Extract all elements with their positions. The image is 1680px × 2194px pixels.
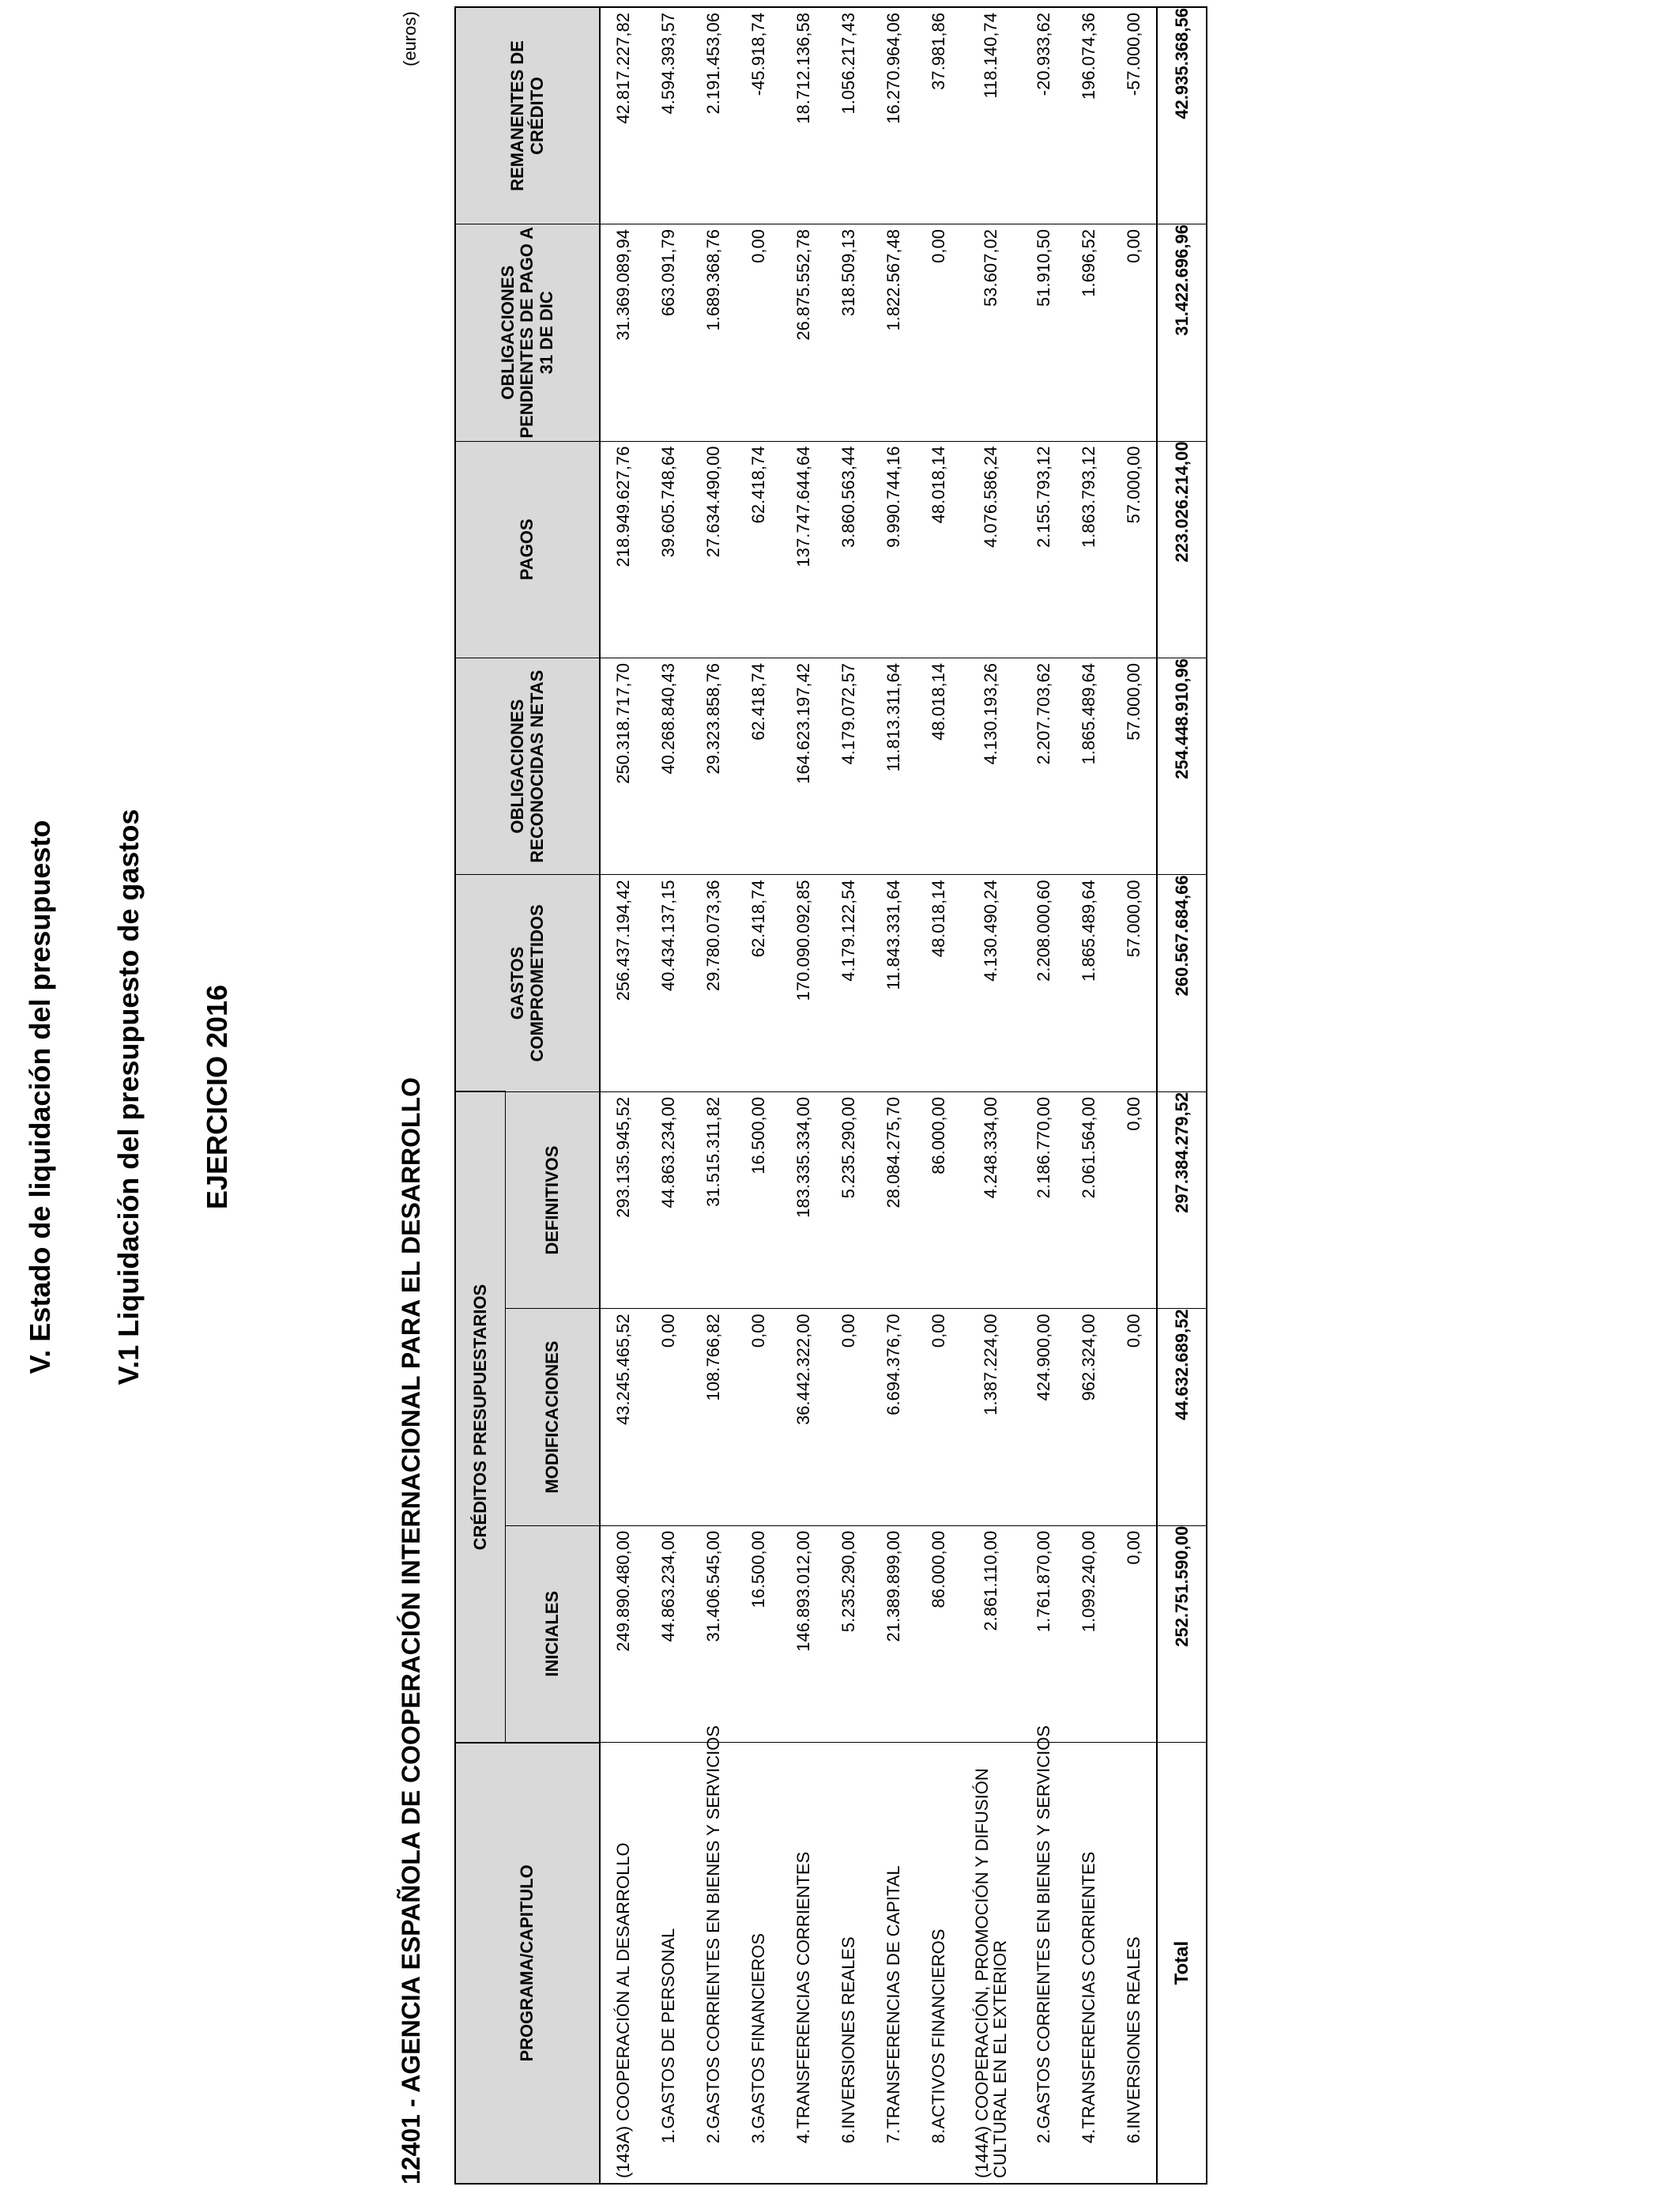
- cell-remanentes: -20.933,62: [1021, 7, 1066, 224]
- total-label: Total: [1157, 1743, 1207, 2184]
- cell-modificaciones: 424.900,00: [1021, 1309, 1066, 1525]
- cell-gastos: 11.843.331,64: [871, 875, 916, 1091]
- table-row: [736, 7, 781, 2184]
- cell-gastos: 4.179.122,54: [826, 875, 871, 1091]
- cell-gastos: 40.434.137,15: [646, 875, 691, 1091]
- cell-obligaciones: 250.318.717,70: [600, 658, 646, 874]
- cell-iniciales: 21.389.899,00: [871, 1525, 916, 1742]
- cell-modificaciones: 36.442.322,00: [781, 1309, 826, 1525]
- cell-gastos: 256.437.194,42: [600, 875, 646, 1091]
- header-gastos-comprometidos: GASTOS COMPROMETIDOS: [455, 875, 600, 1091]
- cell-modificaciones: 0,00: [916, 1309, 961, 1525]
- total-obligaciones: 254.448.910,96: [1157, 658, 1207, 874]
- row-label: 4.TRANSFERENCIAS CORRIENTES: [1066, 1743, 1111, 2184]
- cell-modificaciones: 1.387.224,00: [961, 1309, 1021, 1525]
- cell-remanentes: 37.981,86: [916, 7, 961, 224]
- cell-iniciales: 86.000,00: [916, 1525, 961, 1742]
- row-label: 4.TRANSFERENCIAS CORRIENTES: [781, 1743, 826, 2184]
- cell-remanentes: 42.817.227,82: [600, 7, 646, 224]
- header-remanentes: REMANENTES DE CRÉDITO: [455, 7, 600, 224]
- total-iniciales: 252.751.590,00: [1157, 1525, 1207, 1742]
- table-row: [646, 7, 691, 2184]
- total-remanentes: 42.935.368,56: [1157, 7, 1207, 224]
- header-programa: PROGRAMA/CAPITULO: [455, 1743, 600, 2184]
- total-modificaciones: 44.632.689,52: [1157, 1309, 1207, 1525]
- row-label: 8.ACTIVOS FINANCIEROS: [916, 1743, 961, 2184]
- row-label: 7.TRANSFERENCIAS DE CAPITAL: [871, 1743, 916, 2184]
- cell-modificaciones: 0,00: [736, 1309, 781, 1525]
- cell-iniciales: 1.761.870,00: [1021, 1525, 1066, 1742]
- cell-modificaciones: 6.694.376,70: [871, 1309, 916, 1525]
- cell-remanentes: 18.712.136,58: [781, 7, 826, 224]
- cell-remanentes: -57.000,00: [1111, 7, 1157, 224]
- total-gastos: 260.567.684,66: [1157, 875, 1207, 1091]
- cell-pagos: 27.634.490,00: [691, 441, 736, 658]
- cell-obligaciones: 62.418,74: [736, 658, 781, 874]
- cell-obligaciones: 11.813.311,64: [871, 658, 916, 874]
- cell-definitivos: 2.061.564,00: [1066, 1091, 1111, 1308]
- header-obligaciones-reconocidas: OBLIGACIONES RECONOCIDAS NETAS: [455, 658, 600, 874]
- cell-remanentes: 16.270.964,06: [871, 7, 916, 224]
- cell-iniciales: 1.099.240,00: [1066, 1525, 1111, 1742]
- row-label: (143A) COOPERACIÓN AL DESARROLLO: [600, 1743, 646, 2184]
- table-row: [1111, 7, 1157, 2184]
- cell-pendientes: 1.689.368,76: [691, 224, 736, 441]
- cell-iniciales: 2.861.110,00: [961, 1525, 1021, 1742]
- cell-pendientes: 0,00: [736, 224, 781, 441]
- cell-pagos: 1.863.793,12: [1066, 441, 1111, 658]
- cell-obligaciones: 40.268.840,43: [646, 658, 691, 874]
- cell-pagos: 39.605.748,64: [646, 441, 691, 658]
- currency-unit: (euros): [400, 11, 420, 66]
- cell-pagos: 218.949.627,76: [600, 441, 646, 658]
- row-label: (144A) COOPERACIÓN, PROMOCIÓN Y DIFUSIÓN CULTURAL EN EL EXTERIOR: [961, 1743, 1021, 2184]
- cell-pendientes: 1.822.567,48: [871, 224, 916, 441]
- cell-definitivos: 4.248.334,00: [961, 1091, 1021, 1308]
- table-row: [826, 7, 871, 2184]
- cell-obligaciones: 164.623.197,42: [781, 658, 826, 874]
- cell-modificaciones: 0,00: [646, 1309, 691, 1525]
- cell-gastos: 1.865.489,64: [1066, 875, 1111, 1091]
- cell-pagos: 4.076.586,24: [961, 441, 1021, 658]
- cell-definitivos: 293.135.945,52: [600, 1091, 646, 1308]
- cell-definitivos: 183.335.334,00: [781, 1091, 826, 1308]
- cell-modificaciones: 108.766,82: [691, 1309, 736, 1525]
- cell-definitivos: 86.000,00: [916, 1091, 961, 1308]
- table-row: [871, 7, 916, 2184]
- cell-modificaciones: 43.245.465,52: [600, 1309, 646, 1525]
- cell-iniciales: 31.406.545,00: [691, 1525, 736, 1742]
- cell-pagos: 57.000,00: [1111, 441, 1157, 658]
- cell-pagos: 137.747.644,64: [781, 441, 826, 658]
- section-title: V. Estado de liquidación del presupuesto: [24, 820, 56, 1374]
- cell-pagos: 2.155.793,12: [1021, 441, 1066, 658]
- cell-definitivos: 28.084.275,70: [871, 1091, 916, 1308]
- cell-pendientes: 1.696,52: [1066, 224, 1111, 441]
- header-pagos: PAGOS: [455, 441, 600, 658]
- cell-iniciales: 44.863.234,00: [646, 1525, 691, 1742]
- cell-gastos: 170.090.092,85: [781, 875, 826, 1091]
- cell-remanentes: 118.140,74: [961, 7, 1021, 224]
- header-iniciales: INICIALES: [506, 1525, 601, 1742]
- cell-gastos: 57.000,00: [1111, 875, 1157, 1091]
- cell-gastos: 62.418,74: [736, 875, 781, 1091]
- cell-iniciales: 5.235.290,00: [826, 1525, 871, 1742]
- cell-modificaciones: 0,00: [826, 1309, 871, 1525]
- cell-obligaciones: 4.130.193,26: [961, 658, 1021, 874]
- cell-pagos: 62.418,74: [736, 441, 781, 658]
- cell-iniciales: 0,00: [1111, 1525, 1157, 1742]
- table-row: [691, 7, 736, 2184]
- table-row: [781, 7, 826, 2184]
- cell-pendientes: 318.509,13: [826, 224, 871, 441]
- row-label: 6.INVERSIONES REALES: [1111, 1743, 1157, 2184]
- header-modificaciones: MODIFICACIONES: [506, 1309, 601, 1525]
- budget-liquidation-table: [454, 6, 1207, 2185]
- cell-remanentes: 196.074,36: [1066, 7, 1111, 224]
- organism-heading: 12401 - AGENCIA ESPAÑOLA DE COOPERACIÓN INTERNACIONAL PARA EL DESARROLLO: [397, 1076, 425, 2185]
- cell-modificaciones: 0,00: [1111, 1309, 1157, 1525]
- row-label: 3.GASTOS FINANCIEROS: [736, 1743, 781, 2184]
- cell-definitivos: 2.186.770,00: [1021, 1091, 1066, 1308]
- cell-iniciales: 16.500,00: [736, 1525, 781, 1742]
- cell-remanentes: 4.594.393,57: [646, 7, 691, 224]
- table-row: [916, 7, 961, 2184]
- cell-iniciales: 146.893.012,00: [781, 1525, 826, 1742]
- cell-pagos: 9.990.744,16: [871, 441, 916, 658]
- cell-definitivos: 16.500,00: [736, 1091, 781, 1308]
- cell-gastos: 48.018,14: [916, 875, 961, 1091]
- cell-obligaciones: 48.018,14: [916, 658, 961, 874]
- table-row: [961, 7, 1021, 2184]
- cell-pendientes: 0,00: [916, 224, 961, 441]
- cell-gastos: 2.208.000,60: [1021, 875, 1066, 1091]
- total-pagos: 223.026.214,00: [1157, 441, 1207, 658]
- cell-obligaciones: 4.179.072,57: [826, 658, 871, 874]
- subsection-title: V.1 Liquidación del presupuesto de gastos: [112, 809, 145, 1385]
- header-definitivos: DEFINITIVOS: [506, 1091, 601, 1308]
- table-row: [1066, 7, 1111, 2184]
- total-definitivos: 297.384.279,52: [1157, 1091, 1207, 1308]
- cell-obligaciones: 1.865.489,64: [1066, 658, 1111, 874]
- cell-remanentes: 2.191.453,06: [691, 7, 736, 224]
- table-row: [1021, 7, 1066, 2184]
- cell-remanentes: 1.056.217,43: [826, 7, 871, 224]
- cell-iniciales: 249.890.480,00: [600, 1525, 646, 1742]
- cell-pendientes: 51.910,50: [1021, 224, 1066, 441]
- cell-obligaciones: 2.207.703,62: [1021, 658, 1066, 874]
- cell-definitivos: 5.235.290,00: [826, 1091, 871, 1308]
- header-creditos-presupuestarios: CRÉDITOS PRESUPUESTARIOS: [455, 1091, 506, 1742]
- header-obligaciones-pendientes: OBLIGACIONES PENDIENTES DE PAGO A 31 DE DIC: [455, 224, 600, 441]
- cell-pendientes: 26.875.552,78: [781, 224, 826, 441]
- cell-pendientes: 53.607,02: [961, 224, 1021, 441]
- total-row: [1157, 7, 1207, 2184]
- total-pendientes: 31.422.696,96: [1157, 224, 1207, 441]
- cell-pagos: 3.860.563,44: [826, 441, 871, 658]
- cell-definitivos: 0,00: [1111, 1091, 1157, 1308]
- cell-gastos: 4.130.490,24: [961, 875, 1021, 1091]
- table-body: [600, 7, 1157, 2184]
- row-label: 6.INVERSIONES REALES: [826, 1743, 871, 2184]
- cell-pendientes: 0,00: [1111, 224, 1157, 441]
- row-label: 2.GASTOS CORRIENTES EN BIENES Y SERVICIOS: [691, 1743, 736, 2184]
- cell-remanentes: -45.918,74: [736, 7, 781, 224]
- cell-obligaciones: 29.323.858,76: [691, 658, 736, 874]
- cell-modificaciones: 962.324,00: [1066, 1309, 1111, 1525]
- cell-obligaciones: 57.000,00: [1111, 658, 1157, 874]
- cell-gastos: 29.780.073,36: [691, 875, 736, 1091]
- fiscal-year-title: EJERCICIO 2016: [201, 984, 233, 1210]
- cell-pendientes: 663.091,79: [646, 224, 691, 441]
- table-row: [600, 7, 646, 2184]
- row-label: 2.GASTOS CORRIENTES EN BIENES Y SERVICIOS: [1021, 1743, 1066, 2184]
- row-label: 1.GASTOS DE PERSONAL: [646, 1743, 691, 2184]
- cell-pendientes: 31.369.089,94: [600, 224, 646, 441]
- cell-definitivos: 31.515.311,82: [691, 1091, 736, 1308]
- cell-definitivos: 44.863.234,00: [646, 1091, 691, 1308]
- cell-pagos: 48.018,14: [916, 441, 961, 658]
